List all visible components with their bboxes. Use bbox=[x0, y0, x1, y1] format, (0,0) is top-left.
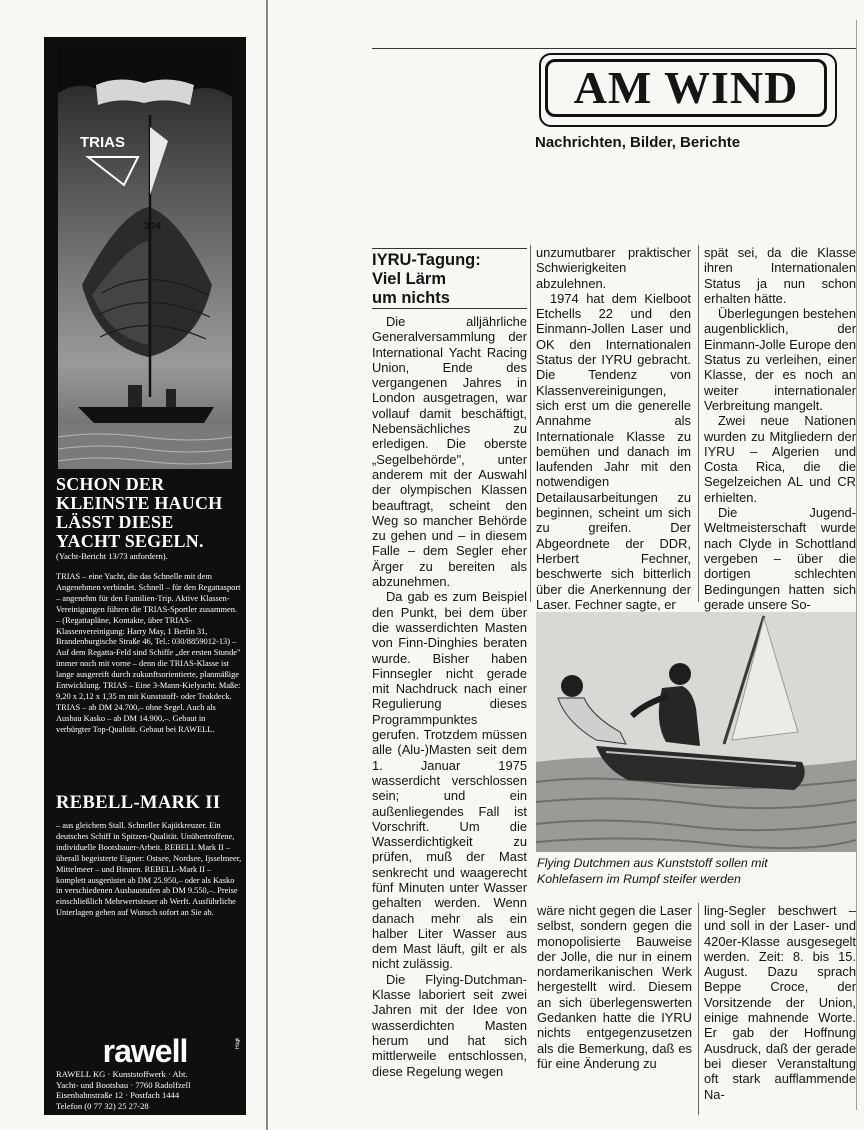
address-line: Yacht- und Bootsbau · 7760 Radolfzell bbox=[56, 1079, 191, 1090]
address-line: Eisenbahnstraße 12 · Postfach 1444 bbox=[56, 1090, 180, 1100]
address-line: RAWELL KG · Kunststoffwerk · Abt. bbox=[56, 1069, 188, 1079]
article-column-2 bbox=[536, 245, 691, 612]
section-badge bbox=[545, 59, 827, 117]
article-column-4 bbox=[537, 903, 692, 1071]
sail-number: 304 bbox=[144, 221, 161, 232]
title-rule-bottom bbox=[372, 308, 527, 309]
paragraph: Da gab es zum Beispiel den Punkt, bei dem über die wasserdichten Masten von Finn-Dinghies beraten wurde. Bisher haben Finnsegler nicht gerade mit Nachdruck nach einer Regulierung dieses Programmpunktes gerufen. Trotzdem müssen alle (Alu-)Masten seit dem 1. Januar 1975 wasserdicht verschlossen sein; und ein außenliegendes Fall ist Vorschrift. Um die Wasserdichtigkeit zu prüfen, muß der Mast senkrecht und waagerecht fünf Minuten unter Wasser gehalten werden. Wenn danach mehr als ein halber Liter Wasser aus dem Mast läuft, gilt er als nicht zulässig. bbox=[372, 589, 527, 972]
title-rule-top bbox=[372, 248, 527, 249]
paragraph: unzumutbarer praktischer Schwierigkeiten abzulehnen. bbox=[536, 245, 691, 291]
paragraph: 1974 hat dem Kielboot Etchells 22 und den Einmann-Jollen Laser und OK den Internationalen Status der IYRU gebracht. Die Tendenz von Klassenvereinigungen, sich erst um die generelle Annahme als Internationale Klasse zu bemühen und danach im laufenden Jahr mit den notwendigen Detailausarbeitungen zu beginnen, scheint um sich zu greifen. Der Abgeordnete der DDR, Herbert Fechner, beschwerte sich bitterlich über die Anerkennung der Laser. Fechner sagte, er bbox=[536, 290, 691, 612]
column-rule bbox=[698, 903, 699, 1115]
address-line: Telefon (0 77 32) 25 27-28 bbox=[56, 1100, 149, 1111]
ad-headline: SCHON DER KLEINSTE HAUCH LÄSST DIESE YACHT SEGELN. bbox=[56, 474, 223, 551]
column-rule bbox=[698, 245, 699, 602]
section-subtitle: Nachrichten, Bilder, Berichte bbox=[535, 134, 741, 151]
section-title: AM WIND bbox=[573, 62, 799, 113]
photo-credit: Hügli bbox=[235, 1037, 241, 1049]
page-gutter-line bbox=[266, 0, 268, 1130]
column-rule bbox=[530, 245, 531, 602]
trias-logo: TRIAS bbox=[80, 134, 125, 151]
paragraph: Die alljährliche Generalversammlung der International Yacht Racing Union, Ende des vergangenen Jahres in London ausgetragen, war vollauf damit beschäftigt, Nebensächliches zu erledigen. Die oberste „Segelbehörde", unter anderem mit der Auswahl der olympischen Klassen beauftragt, scheint den Weg so mancher Behörde zu gehen und – in diesem Falle – dem Segler eher Ärger zu bereiten als abzunehmen. bbox=[372, 314, 527, 590]
article-title: IYRU-Tagung: Viel Lärm um nichts bbox=[372, 251, 481, 307]
sailboat-photo bbox=[58, 45, 232, 469]
paragraph: spät sei, da die Klasse ihren Internationalen Status ja nun schon erhalten hätte. bbox=[704, 245, 856, 306]
article-column-3 bbox=[704, 245, 856, 612]
trias-advertisement bbox=[44, 37, 246, 1115]
page-edge-line bbox=[856, 20, 857, 1110]
rawell-logo: rawell bbox=[102, 1033, 188, 1069]
paragraph: Die Jugend-Weltmeisterschaft wurde nach Clyde in Schottland vergeben – über die dortigen schlechten Bedingungen hatten sich gerade unsere So- bbox=[704, 505, 856, 612]
paragraph: wäre nicht gegen die Laser selbst, sondern gegen die monopolisierte Bauweise der Jolle, die nur in einem nordamerikanischen Werk hergestellt wird. Diesem an sich überlegenswerten Gedanken hatte die IYRU nichts entgegenzusetzen als die Bemerkung, daß es für eine Änderung zu bbox=[537, 903, 692, 1071]
paragraph: Überlegungen bestehen augenblicklich, der Einmann-Jolle Europe den Status zu verleihen, einer Klasse, der es noch an weiter internationaler Verbreitung mangelt. bbox=[704, 306, 856, 413]
flying-dutchman-photo bbox=[536, 612, 856, 852]
article-column-5 bbox=[704, 903, 856, 1102]
paragraph: Zwei neue Nationen wurden zu Mitgliedern der IYRU – Algerien und Costa Rica, die die Segelzeichen AL und CR erhielten. bbox=[704, 413, 856, 505]
paragraph: Die Flying-Dutchman-Klasse laboriert seit zwei Jahren mit der Idee von wasserdichten Masten herum und hat sich mittlerweile entschlossen, diese Regelung wegen bbox=[372, 971, 527, 1079]
ad-subheadline: REBELL-MARK II bbox=[56, 793, 221, 813]
ad-body-text-2: – aus gleichem Stall. Schneller Kajütkreuzer. Ein deutsches Schiff in Spitzen-Qualität. Unübertroffene, individuelle Bootsbauer-Arbeit. REBELL Mark II – überall begeisterte Eigner: Ostsee, Nordsee, Ijsselmeer, Mittelmeer – und Binnen. REBELL-Mark II – komplett ausgerüstet ab DM 25.950,– oder als Kasko in verschiedenen Ausbaustufen ab DM 9.550,–. Preise einschließlich Mehrwertsteuer ab Werft. Ausführliche Unterlagen gehen auf Wunsch sofort an Sie ab. bbox=[56, 821, 242, 918]
ad-note: (Yacht-Bericht 13/73 anfordern). bbox=[56, 551, 168, 561]
paragraph: ling-Segler beschwert – und soll in der Laser- und 420er-Klasse ausgesegelt werden. Zeit: 8. bis 15. August. Dazu sprach Beppe Croce, der Vorsitzende der Union, einige mahnende Worte. Er gab der Hoffnung Ausdruck, daß der gerade bei dieser Veranstaltung oft stark aufflammende Na- bbox=[704, 903, 856, 1102]
ad-address bbox=[56, 1069, 242, 1111]
article-column-1 bbox=[372, 314, 527, 1079]
ad-body-text: TRIAS – eine Yacht, die das Schnelle mit dem Angenehmen verbindet. Schnell – für den Regattasport – angenehm für den Familien-Trip. Aktive Klassen-Vereinigungen führen die TRIAS-Sportler zusammen. – (Regattapläne, Kontakte, über TRIAS-Klassenvereinigung: Harry May, 1 Berlin 31, Brandenburgische Straße 46, Tel.: 030/8859012-13) – Auf dem Regatta-Feld sind Schiffe „der ersten Stunde" immer noch mit vorne – denn die TRIAS-Klasse ist lange ausgereift durch zukunftsorientierte, planmäßige Entwicklung. TRIAS – Eine 3-Mann-Kielyacht. Maße: 9,20 x 2,12 x 1,35 m mit Kunststoff- oder Teakdeck. TRIAS – ab DM 24.700,– ohne Segel. Auch als Ausbau Kasko – ab DM 14.900,–. Gebaut in verbürgter Top-Qualität. Gebaut bei RAWELL. bbox=[56, 572, 241, 734]
photo-caption: Flying Dutchmen aus Kunststoff sollen mit Kohlefasern im Rumpf steifer werden bbox=[537, 856, 768, 886]
header-rule bbox=[372, 48, 856, 49]
